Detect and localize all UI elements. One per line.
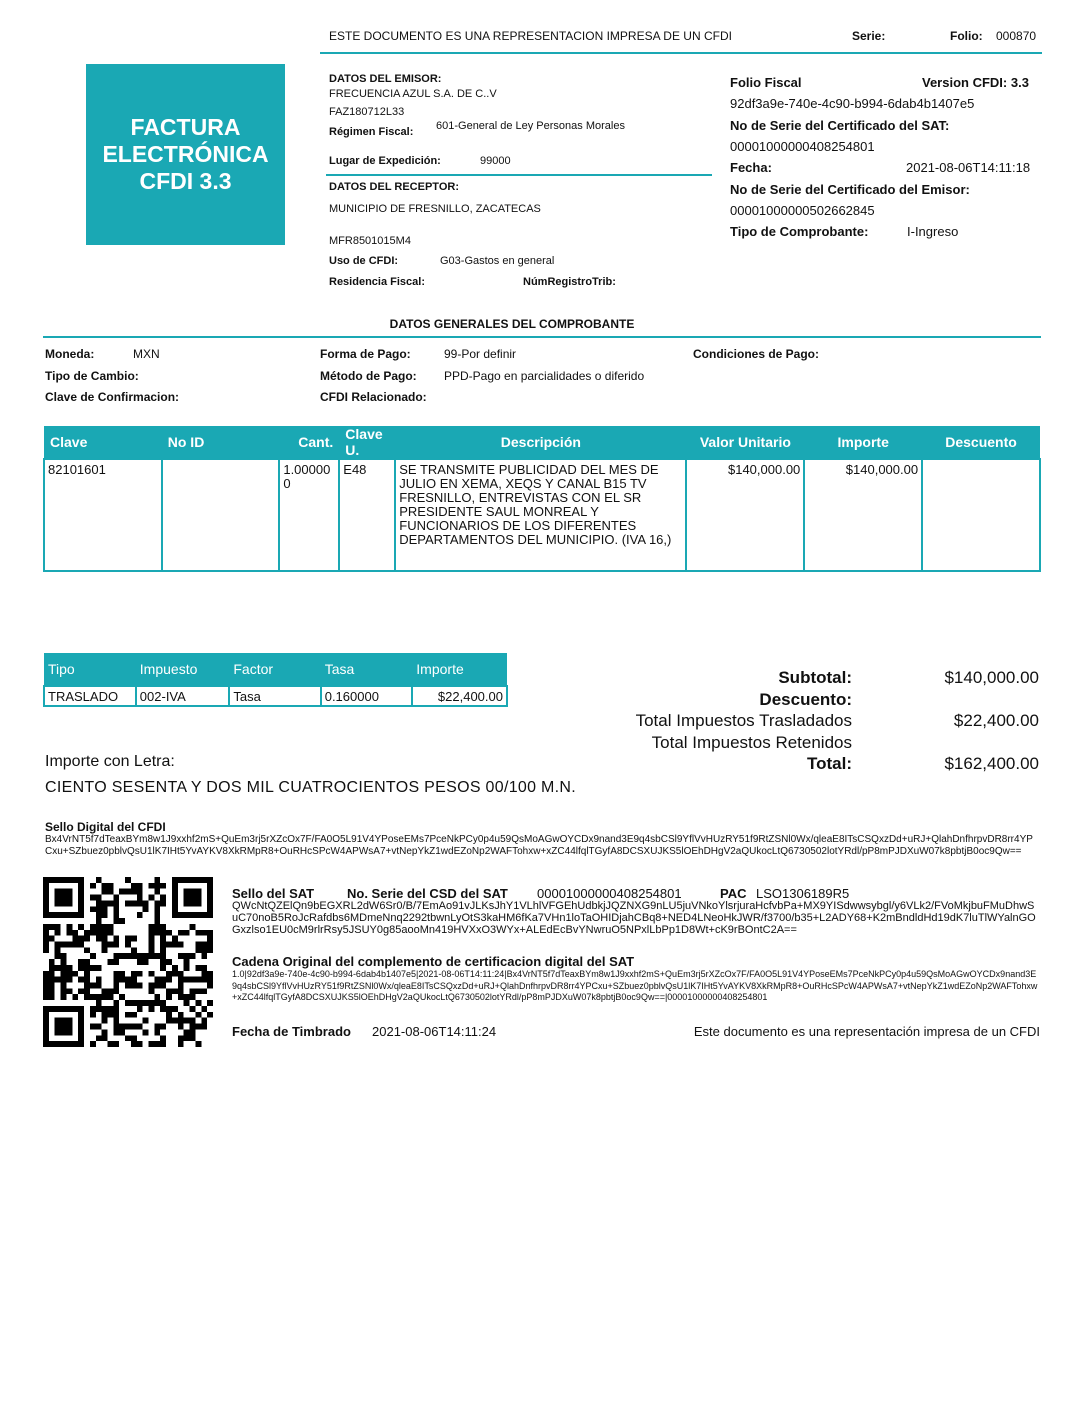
cert-sat-label: No de Serie del Certificado del SAT: [730, 118, 950, 133]
cell-clave-unidad: E48 [339, 459, 395, 571]
uso-cfdi-label: Uso de CFDI: [329, 255, 399, 267]
cell-impuesto: 002-IVA [136, 686, 230, 706]
csd-sat-label: No. Serie del CSD del SAT [347, 886, 508, 901]
column-header: Clave [44, 426, 162, 459]
column-header: Clave U. [339, 426, 395, 459]
fecha-timbrado-label: Fecha de Timbrado [232, 1024, 351, 1039]
total-value: $162,400.00 [944, 754, 1039, 773]
table-row [44, 459, 1040, 571]
tipo-cambio-label: Tipo de Cambio: [45, 369, 139, 383]
emisor-name: FRECUENCIA AZUL S.A. DE C..V [329, 88, 497, 100]
folio-label: Folio: [950, 29, 983, 43]
cell-descuento [922, 459, 1040, 571]
cell-clave: 82101601 [44, 459, 162, 571]
cadena-original-label: Cadena Original del complemento de certificacion digital del SAT [232, 954, 635, 969]
pac-label: PAC [720, 886, 747, 901]
total-label: Total: [806, 754, 852, 773]
cfdi-relacionado-label: CFDI Relacionado: [320, 390, 427, 404]
column-header: Cant. [279, 426, 339, 459]
cert-emisor-value: 00001000000502662845 [730, 203, 875, 218]
column-header: Descripción [395, 426, 686, 459]
folio-fiscal-label: Folio Fiscal [730, 75, 802, 90]
concepts-header-row [44, 426, 1040, 459]
receptor-name: MUNICIPIO DE FRESNILLO, ZACATECAS [329, 203, 541, 215]
cell-descripcion: SE TRANSMITE PUBLICIDAD DEL MES DE JULIO EN XEMA, XEQS Y CANAL B15 TV FRESNILLO, ENTREVISTAS CON EL SR PRESIDENTE SAUL MONREAL Y FUNCIONARIOS DE LOS DIFERENTES DEPARTAMENTOS DEL MUNICIPIO. (IVA 16,) [395, 459, 686, 571]
column-header: Impuesto [136, 653, 230, 686]
fecha-timbrado-value: 2021-08-06T14:11:24 [372, 1024, 497, 1039]
pac-value: LSO1306189R5 [756, 886, 850, 901]
document-banner: ESTE DOCUMENTO ES UNA REPRESENTACION IMPRESA DE UN CFDI [329, 29, 732, 43]
column-header: Importe [804, 426, 922, 459]
importe-letra-label: Importe con Letra: [45, 753, 175, 770]
column-header: Factor [229, 653, 320, 686]
forma-pago-label: Forma de Pago: [320, 347, 411, 361]
residencia-label: Residencia Fiscal: [329, 276, 425, 288]
concepts-table [43, 426, 1041, 572]
csd-sat-value: 00001000000408254801 [537, 886, 682, 901]
receptor-rfc: MFR8501015M4 [329, 235, 411, 247]
column-header: Valor Unitario [686, 426, 804, 459]
cell-importe: $140,000.00 [804, 459, 922, 571]
impuestos-retenidos-label: Total Impuestos Retenidos [651, 733, 852, 752]
cell-factor: Tasa [229, 686, 320, 706]
header-divider [320, 52, 1042, 54]
metodo-pago-value: PPD-Pago en parcialidades o diferido [444, 369, 645, 383]
column-header: Descuento [922, 426, 1040, 459]
regimen-value: 601-General de Ley Personas Morales [436, 120, 625, 132]
importe-letra-value: CIENTO SESENTA Y DOS MIL CUATROCIENTOS PESOS 00/100 M.N. [45, 779, 577, 796]
sello-sat-value: QWcNtQZElQn9bEGXRL2dW6Sr0/B/7EmAo91vJLKsJhY1VLhlVFGEhUdbkjJQZNXG9nLU5juVNkoYlsrjuraHcfvbPa+MX9YISdwwsybgl/y6VLk2/FVoMkjbuFMuDhwSuC70noB5RoJcRafdbs6MDmeNnq2292tbwnLyOtS3kaHM6fKa7VHn1loTaOHIDjahCBq8+NED4LNeoHkJWR/f3700/b35+L2ADY68+K2mBndldHd19dK7luTlWYalnGOGxzlso1EU0cM9rlrRsy5JSUY0g85aooMn419HVXxO3WYx+ALEdEcBvYNwruO5NPxlLbPp1D8Wt+cK9rBOntC2A== [232, 900, 1036, 936]
cell-tasa: 0.160000 [321, 686, 413, 706]
table-row [44, 686, 507, 706]
footer-note: Este documento es una representación impresa de un CFDI [693, 1024, 1040, 1039]
fecha-value: 2021-08-06T14:11:18 [906, 160, 1031, 175]
moneda-label: Moneda: [45, 347, 95, 361]
tipo-comprobante-value: I-Ingreso [907, 224, 959, 239]
sello-cfdi-label: Sello Digital del CFDI [45, 820, 166, 834]
serie-label: Serie: [852, 29, 886, 43]
cert-sat-value: 00001000000408254801 [730, 139, 875, 154]
cell-tipo: TRASLADO [44, 686, 136, 706]
fecha-label: Fecha: [730, 160, 772, 175]
impuestos-trasladados-value: $22,400.00 [953, 711, 1039, 730]
lugar-label: Lugar de Expedición: [329, 155, 441, 167]
logo-line-2: ELECTRÓNICA [102, 141, 269, 167]
clave-confirmacion-label: Clave de Confirmacion: [45, 390, 180, 404]
cell-valor-unitario: $140,000.00 [686, 459, 804, 571]
taxes-table [43, 653, 508, 707]
emisor-divider [326, 174, 712, 176]
cell-cantidad: 1.000000 [279, 459, 339, 571]
numregistro-label: NúmRegistroTrib: [523, 276, 616, 288]
column-header: Importe [412, 653, 507, 686]
impuestos-trasladados-label: Total Impuestos Trasladados [635, 711, 852, 730]
folio-value: 000870 [996, 29, 1037, 43]
regimen-label: Régimen Fiscal: [329, 126, 414, 138]
sello-sat-label: Sello del SAT [232, 886, 315, 901]
logo-line-1: FACTURA [130, 114, 241, 140]
emisor-title: DATOS DEL EMISOR: [329, 73, 442, 85]
emisor-rfc: FAZ180712L33 [329, 106, 405, 118]
receptor-title: DATOS DEL RECEPTOR: [329, 181, 459, 193]
lugar-value: 99000 [480, 155, 511, 167]
cert-emisor-label: No de Serie del Certificado del Emisor: [730, 182, 970, 197]
generales-title: DATOS GENERALES DEL COMPROBANTE [389, 317, 635, 331]
tipo-comprobante-label: Tipo de Comprobante: [730, 224, 869, 239]
column-header: Tipo [44, 653, 136, 686]
metodo-pago-label: Método de Pago: [320, 369, 417, 383]
version-cfdi-label: Version CFDI: 3.3 [922, 75, 1029, 90]
qr-code-icon [43, 877, 213, 1047]
descuento-label: Descuento: [759, 690, 852, 709]
condiciones-pago-label: Condiciones de Pago: [693, 347, 820, 361]
subtotal-label: Subtotal: [778, 668, 852, 687]
invoice-logo-box [86, 64, 285, 245]
cell-importe: $22,400.00 [412, 686, 507, 706]
column-header: Tasa [321, 653, 413, 686]
sello-cfdi-value: Bx4VrNT5f7dTeaxBYm8w1J9xxhf2mS+QuEm3rj5rXZcOx7F/FA0O5L91V4YPoseEMs7PceNkPCy0p4u59QsMoAGwOYCDx9nand3E9q4sbCSl9YflVvHUzRY51f9RtZSNl0Wx/qleaE8ITsCSQxzDd+uRJ+QlahDnfhrpvDR8rr4YPCxu+SZbuez0pblvQsU1lK7IHt5YvAYKV8XkRMpR8+OuRHcSPcW4APWsA7+vtNepYkZ1wdEZoNp2WAFTohxw+xZC44lfqlTGyfA8DCSXUJKS5lOEhDHgV2aQUkocLtQ6730502lotYRdl/pP8mPJDXuW07k8pbtjB0oc9Qw== [45, 834, 1033, 857]
logo-line-3: CFDI 3.3 [139, 168, 232, 194]
column-header: No ID [162, 426, 280, 459]
folio-fiscal-value: 92df3a9e-740e-4c90-b994-6dab4b1407e5 [730, 96, 975, 111]
forma-pago-value: 99-Por definir [444, 347, 517, 361]
cadena-original-value: 1.0|92df3a9e-740e-4c90-b994-6dab4b1407e5|2021-08-06T14:11:24|Bx4VrNT5f7dTeaxBYm8w1J9xxhf2mS+QuEm3rj5rXZcOx7F/FA0O5L91V4YPoseEMs7PceNkPCy0p4u59QsMoAGwOYCDx9nand3E9q4sbCSl9YflVvHUzRY51f9RtZSNl0Wx/qleaE8ITsCSQxzDd+uRJ+QlahDnfhrpvDR8rr4YPCxu+SZbuez0pblvQsU1lK7IHt5YvAYKV8XkRMpR8+OuRHcSPcW4APWsA7+vtNepYkZ1wdEZoNp2WAFTohxw+xZC44lfqlTGyfA8DCSXUJKS5lOEhDHgV2aQUkocLtQ6730502lotYRdl/pP8mPJDXuW07k8pbtjB0oc9Qw==|00001000000408254801 [232, 969, 1038, 1002]
cell-no-id [162, 459, 280, 571]
generales-divider [43, 336, 1041, 338]
subtotal-value: $140,000.00 [944, 668, 1039, 687]
taxes-header-row [44, 653, 507, 686]
uso-cfdi-value: G03-Gastos en general [440, 255, 555, 267]
moneda-value: MXN [133, 347, 160, 361]
